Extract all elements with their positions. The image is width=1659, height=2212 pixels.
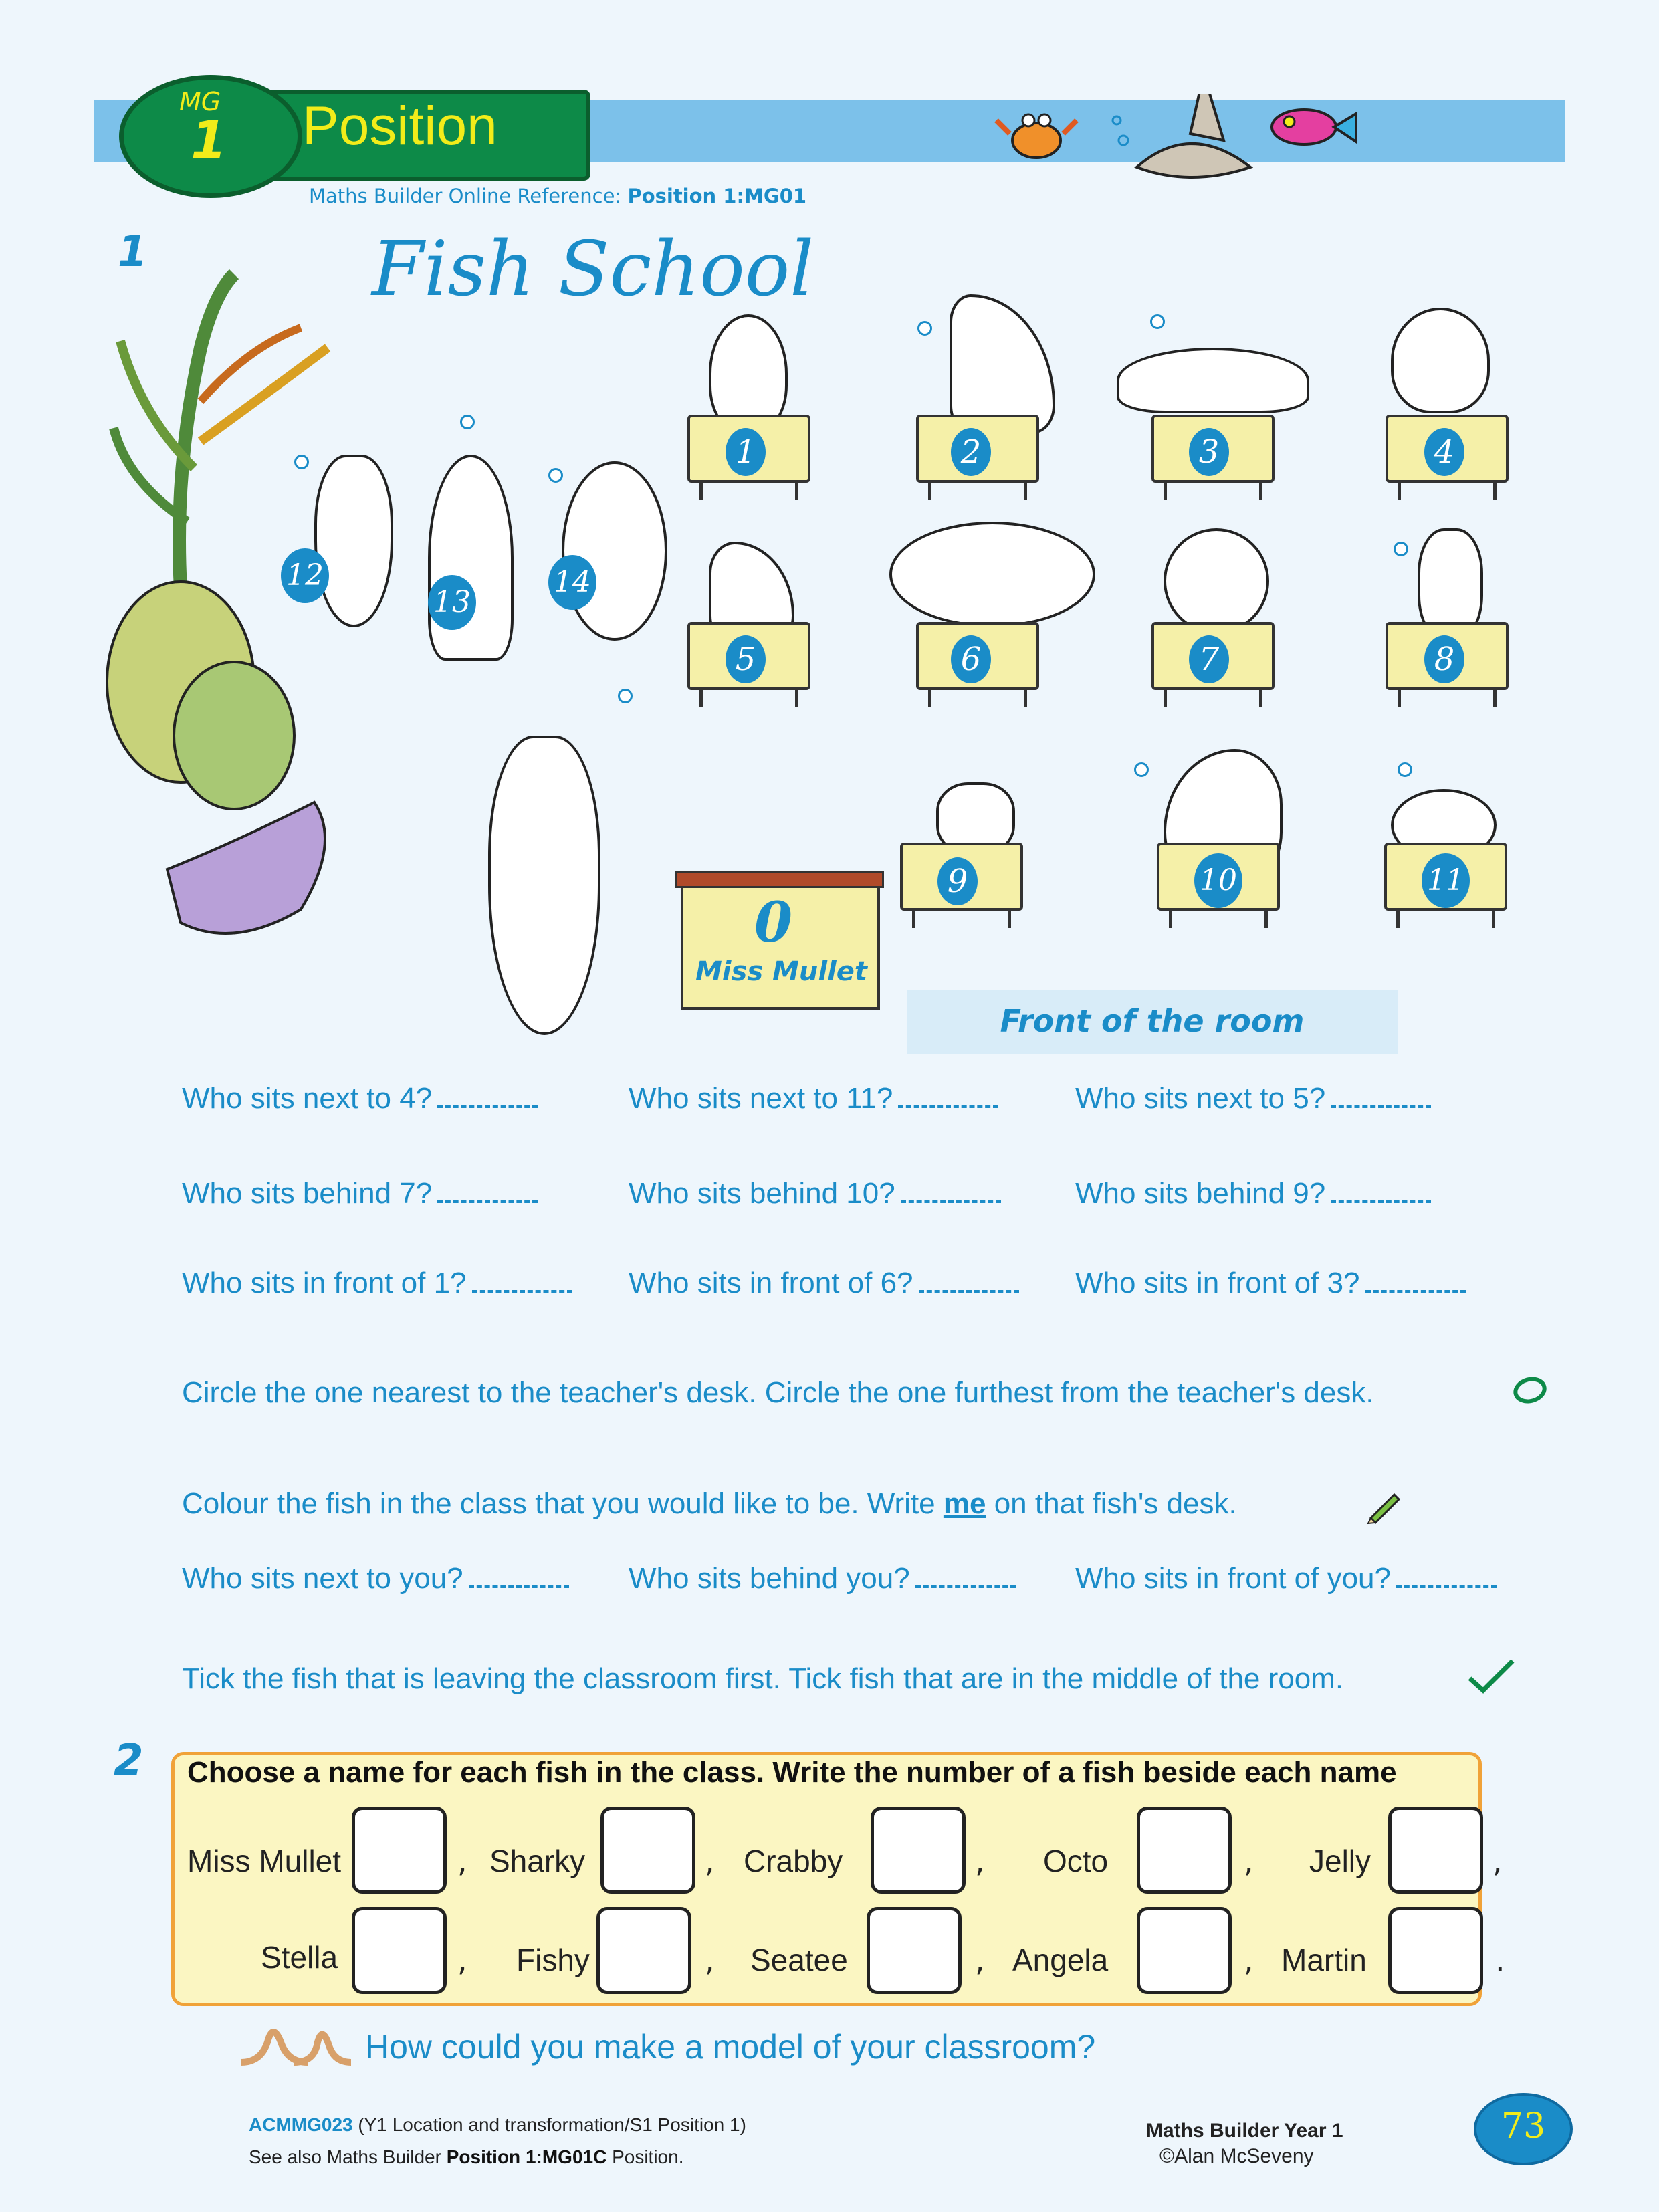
fish-2-figure: [950, 294, 1055, 433]
answer-box[interactable]: [596, 1907, 691, 1994]
question-row1-col3: [1075, 1082, 1431, 1115]
answer-blank[interactable]: [1331, 1085, 1431, 1108]
name-label: Stella: [261, 1940, 338, 1975]
reference-line: [309, 185, 806, 207]
book-title: Maths Builder Year 1: [1146, 2120, 1343, 2142]
answer-box[interactable]: [1388, 1807, 1483, 1894]
fish-number-14: 14: [548, 555, 596, 610]
name-label: Seatee: [750, 1943, 848, 1977]
desk-number-1: 1: [726, 428, 766, 476]
page-number: 73: [1501, 2106, 1546, 2146]
bubble-icon: [460, 415, 475, 429]
desk-number-4: 4: [1424, 428, 1464, 476]
fish-number-12: 12: [281, 548, 329, 603]
question-row2-col3: [1075, 1177, 1431, 1210]
separator: ,: [1492, 1843, 1503, 1879]
fish-14-figure[interactable]: [562, 461, 667, 641]
answer-blank[interactable]: [437, 1180, 538, 1203]
desk-number-5: 5: [726, 635, 766, 683]
fish-number-13: 13: [428, 575, 476, 630]
separator: ,: [1244, 1843, 1254, 1879]
fish-6-figure: [889, 522, 1095, 627]
question-text: Who sits next to 5?: [1075, 1082, 1326, 1115]
answer-blank[interactable]: [472, 1270, 572, 1293]
bubble-icon: [294, 455, 309, 469]
circle-icon: [1510, 1373, 1550, 1407]
answer-box[interactable]: [1137, 1807, 1232, 1894]
naming-heading: Choose a name for each fish in the class. Write the number of a fish beside each name: [187, 1756, 1397, 1789]
worms-icon: [234, 2015, 354, 2069]
desk-number-11: 11: [1422, 853, 1470, 908]
question-text: Who sits in front of 3?: [1075, 1266, 1360, 1299]
answer-blank[interactable]: [915, 1565, 1016, 1588]
question-text: Who sits in front of you?: [1075, 1562, 1391, 1595]
reference-prefix: Maths Builder Online Reference:: [309, 185, 628, 207]
copyright: ©Alan McSeveny: [1159, 2145, 1314, 2167]
pencil-icon: [1364, 1484, 1404, 1525]
teacher-name: Miss Mullet: [695, 956, 868, 987]
question-text: Who sits behind 10?: [629, 1177, 895, 1210]
answer-blank[interactable]: [1396, 1565, 1497, 1588]
desk-number-10: 10: [1194, 853, 1242, 908]
curriculum-code: ACMMG023: [249, 2114, 353, 2135]
reference-value: Position 1:MG01: [627, 185, 807, 207]
question-row3-col3: [1075, 1266, 1466, 1300]
code-prefix: MG: [179, 87, 221, 116]
tick-icon: [1464, 1656, 1518, 1696]
front-of-room-label: Front of the room: [1000, 1003, 1305, 1039]
question-text: Who sits next to you?: [182, 1562, 463, 1595]
question-row2-col2: [629, 1177, 1001, 1210]
answer-blank[interactable]: [469, 1565, 569, 1588]
name-label: Angela: [1012, 1943, 1109, 1977]
page-title: Position: [302, 96, 497, 156]
question-text: Who sits behind you?: [629, 1562, 910, 1595]
answer-box[interactable]: [871, 1807, 966, 1894]
separator: ,: [1244, 1942, 1254, 1978]
me-word: me: [943, 1487, 986, 1520]
see-also-line: [249, 2146, 683, 2168]
answer-box[interactable]: [1137, 1907, 1232, 1994]
curriculum-desc: (Y1 Location and transformation/S1 Position 1): [352, 2114, 746, 2135]
scene-title: Fish School: [372, 226, 814, 313]
name-label: Fishy: [516, 1943, 590, 1977]
fish-7-figure: [1164, 528, 1269, 634]
colour-instruction-text-end: on that fish's desk.: [986, 1487, 1237, 1520]
circle-instruction: Circle the one nearest to the teacher's desk. Circle the one furthest from the teacher's desk.: [182, 1376, 1374, 1409]
separator: ,: [975, 1942, 985, 1978]
bubble-icon: [618, 689, 633, 703]
you-question-1: [182, 1562, 569, 1595]
colour-instruction-text: Colour the fish in the class that you would like to be. Write: [182, 1487, 944, 1520]
name-label: Octo: [1043, 1844, 1109, 1878]
fish-13-figure[interactable]: [428, 455, 514, 661]
name-label: Miss Mullet: [187, 1844, 342, 1878]
header-sea-creatures: [990, 94, 1364, 201]
desk-number-7: 7: [1189, 635, 1229, 683]
separator: ,: [457, 1942, 467, 1978]
seaweed-coral-illustration: [100, 267, 435, 1003]
name-label: Crabby: [744, 1844, 843, 1878]
question-text: Who sits behind 9?: [1075, 1177, 1326, 1210]
desk-number-3: 3: [1189, 428, 1229, 476]
name-label: Martin: [1281, 1943, 1367, 1977]
question-row2-col1: [182, 1177, 538, 1210]
question-text: Who sits next to 11?: [629, 1082, 893, 1115]
code-number: 1: [191, 111, 227, 171]
fish-4-figure: [1391, 308, 1490, 413]
tropical-fish-icon: [1272, 110, 1356, 144]
question-text: Who sits in front of 1?: [182, 1266, 467, 1299]
separator: ,: [705, 1843, 715, 1879]
question-2-number: 2: [114, 1736, 144, 1785]
answer-blank[interactable]: [1365, 1270, 1466, 1293]
bubble-icon: [1398, 762, 1412, 777]
see-also-prefix: See also Maths Builder: [249, 2146, 447, 2167]
question-row3-col2: [629, 1266, 1019, 1300]
desk-number-9: 9: [937, 857, 978, 905]
separator: ,: [705, 1942, 715, 1978]
desk-number-8: 8: [1424, 635, 1464, 683]
see-also-suffix: Position.: [606, 2146, 684, 2167]
question-text: Who sits in front of 6?: [629, 1266, 913, 1299]
bubble-icon: [1134, 762, 1149, 777]
teacher-desk-top: [675, 871, 884, 888]
model-question: How could you make a model of your classroom?: [365, 2028, 1096, 2066]
fish-3-figure: [1117, 348, 1309, 413]
colour-instruction: [182, 1487, 1237, 1521]
answer-box[interactable]: [1388, 1907, 1483, 1994]
answer-blank[interactable]: [919, 1270, 1019, 1293]
tick-instruction: Tick the fish that is leaving the classroom first. Tick fish that are in the middle of the room.: [182, 1662, 1344, 1695]
question-row1-col1: [182, 1082, 538, 1115]
desk-number-6: 6: [951, 635, 991, 683]
bubble-icon: [548, 468, 563, 483]
separator: ,: [975, 1843, 985, 1879]
crab-icon: [996, 114, 1077, 158]
question-1-number: 1: [118, 227, 148, 277]
you-question-2: [629, 1562, 1016, 1595]
question-row3-col1: [182, 1266, 572, 1300]
teacher-fish-figure: [488, 736, 600, 1035]
end-mark: .: [1495, 1942, 1505, 1978]
bubble-icon: [1394, 542, 1408, 556]
separator: ,: [457, 1843, 467, 1879]
name-label: Sharky: [489, 1844, 586, 1878]
answer-box[interactable]: [867, 1907, 962, 1994]
curriculum-code-line: [249, 2114, 746, 2136]
teacher-number: 0: [754, 891, 793, 955]
bubble-icon: [917, 321, 932, 336]
answer-blank[interactable]: [437, 1085, 538, 1108]
answer-box[interactable]: [600, 1807, 695, 1894]
question-row1-col2: [629, 1082, 998, 1115]
question-text: Who sits behind 7?: [182, 1177, 433, 1210]
question-text: Who sits next to 4?: [182, 1082, 433, 1115]
shark-icon: [1137, 94, 1250, 177]
bubble-icon: [1150, 314, 1165, 329]
fish-12-figure[interactable]: [314, 455, 393, 627]
name-label: Jelly: [1309, 1844, 1371, 1878]
answer-box[interactable]: [352, 1907, 447, 1994]
answer-blank[interactable]: [898, 1085, 998, 1108]
see-also-ref: Position 1:MG01C: [446, 2146, 607, 2167]
answer-blank[interactable]: [901, 1180, 1001, 1203]
you-question-3: [1075, 1562, 1497, 1595]
answer-blank[interactable]: [1331, 1180, 1431, 1203]
desk-number-2: 2: [951, 428, 991, 476]
answer-box[interactable]: [352, 1807, 447, 1894]
